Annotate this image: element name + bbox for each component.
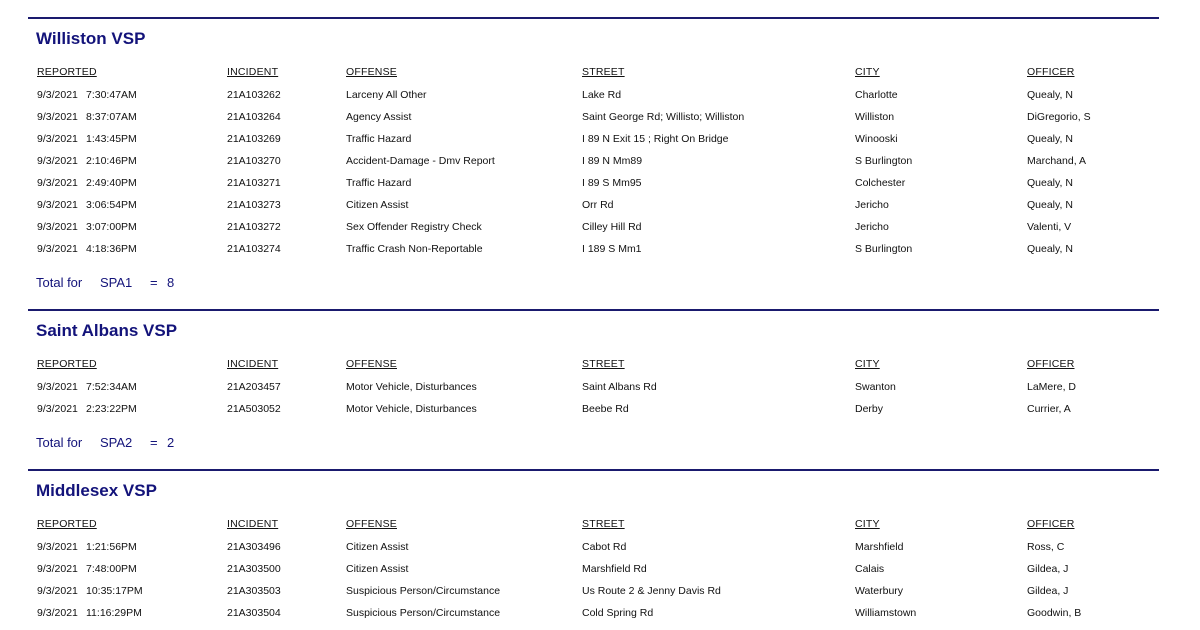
cell-city: Derby: [855, 403, 884, 415]
cell-incident: 21A303496: [227, 541, 281, 553]
column-header-offense: OFFENSE: [346, 358, 397, 370]
column-header-offense: OFFENSE: [346, 518, 397, 530]
cell-officer: Quealy, N: [1027, 133, 1073, 145]
cell-reported-time: 7:30:47AM: [86, 89, 137, 101]
cell-officer: Valenti, V: [1027, 221, 1072, 233]
cell-street: Saint George Rd; Willisto; Williston: [582, 111, 745, 123]
total-count: 8: [167, 275, 175, 290]
cell-street: Us Route 2 & Jenny Davis Rd: [582, 585, 721, 597]
cell-reported-time: 11:16:29PM: [86, 607, 142, 619]
column-header-city: CITY: [855, 518, 880, 530]
cell-reported-time: 3:06:54PM: [86, 199, 137, 211]
cell-offense: Traffic Hazard: [346, 177, 412, 189]
cell-incident: 21A103269: [227, 133, 281, 145]
column-header-reported: REPORTED: [37, 358, 97, 370]
total-equals: =: [150, 435, 158, 450]
cell-reported-time: 10:35:17PM: [86, 585, 143, 597]
cell-reported-time: 7:52:34AM: [86, 381, 137, 393]
cell-reported-date: 9/3/2021: [37, 607, 78, 619]
column-header-incident: INCIDENT: [227, 358, 279, 370]
cell-incident: 21A103262: [227, 89, 281, 101]
cell-officer: Marchand, A: [1027, 155, 1086, 167]
cell-city: Marshfield: [855, 541, 904, 553]
cell-reported-date: 9/3/2021: [37, 243, 78, 255]
column-header-city: CITY: [855, 358, 880, 370]
cell-city: Winooski: [855, 133, 898, 145]
cell-incident: 21A103273: [227, 199, 281, 211]
cell-reported-time: 1:21:56PM: [86, 541, 137, 553]
cell-reported-date: 9/3/2021: [37, 403, 78, 415]
cell-reported-time: 8:37:07AM: [86, 111, 137, 123]
cell-incident: 21A103270: [227, 155, 281, 167]
column-header-incident: INCIDENT: [227, 66, 279, 78]
section-title: Middlesex VSP: [36, 481, 157, 500]
cell-offense: Motor Vehicle, Disturbances: [346, 403, 477, 415]
column-header-street: STREET: [582, 518, 625, 530]
cell-officer: Quealy, N: [1027, 177, 1073, 189]
cell-officer: DiGregorio, S: [1027, 111, 1091, 123]
cell-incident: 21A103264: [227, 111, 281, 123]
cell-street: I 89 N Mm89: [582, 155, 643, 167]
column-header-officer: OFFICER: [1027, 66, 1075, 78]
cell-street: Marshfield Rd: [582, 563, 647, 575]
cell-reported-date: 9/3/2021: [37, 381, 78, 393]
cell-incident: 21A503052: [227, 403, 281, 415]
section-divider: [28, 17, 1159, 19]
cell-reported-date: 9/3/2021: [37, 563, 78, 575]
column-header-incident: INCIDENT: [227, 518, 279, 530]
cell-city: Jericho: [855, 199, 889, 211]
cell-reported-date: 9/3/2021: [37, 199, 78, 211]
cell-officer: Goodwin, B: [1027, 607, 1082, 619]
cell-street: Beebe Rd: [582, 403, 629, 415]
cell-street: Cabot Rd: [582, 541, 627, 553]
cell-offense: Citizen Assist: [346, 199, 409, 211]
cell-reported-date: 9/3/2021: [37, 155, 78, 167]
cell-street: I 89 N Exit 15 ; Right On Bridge: [582, 133, 729, 145]
section-divider: [28, 469, 1159, 471]
cell-officer: Gildea, J: [1027, 563, 1069, 575]
total-label: Total for: [36, 275, 83, 290]
cell-reported-time: 2:49:40PM: [86, 177, 137, 189]
cell-officer: LaMere, D: [1027, 381, 1077, 393]
column-header-street: STREET: [582, 358, 625, 370]
cell-incident: 21A303503: [227, 585, 281, 597]
cell-officer: Quealy, N: [1027, 89, 1073, 101]
cell-officer: Quealy, N: [1027, 243, 1073, 255]
cell-city: Waterbury: [855, 585, 904, 597]
cell-street: Cold Spring Rd: [582, 607, 654, 619]
column-header-officer: OFFICER: [1027, 518, 1075, 530]
cell-reported-date: 9/3/2021: [37, 541, 78, 553]
cell-street: Lake Rd: [582, 89, 622, 101]
cell-city: S Burlington: [855, 155, 913, 167]
cell-offense: Larceny All Other: [346, 89, 427, 101]
column-header-reported: REPORTED: [37, 518, 97, 530]
cell-street: Orr Rd: [582, 199, 614, 211]
cell-reported-time: 1:43:45PM: [86, 133, 137, 145]
cell-city: Williston: [855, 111, 895, 123]
cell-city: Charlotte: [855, 89, 898, 101]
cell-incident: 21A103271: [227, 177, 281, 189]
cell-street: Cilley Hill Rd: [582, 221, 642, 233]
cell-city: Colchester: [855, 177, 906, 189]
cell-reported-date: 9/3/2021: [37, 221, 78, 233]
total-code: SPA2: [100, 435, 133, 450]
cell-offense: Agency Assist: [346, 111, 412, 123]
total-count: 2: [167, 435, 175, 450]
cell-offense: Citizen Assist: [346, 541, 409, 553]
cell-street: I 189 S Mm1: [582, 243, 642, 255]
cell-city: Williamstown: [855, 607, 917, 619]
cell-officer: Currier, A: [1027, 403, 1071, 415]
cell-city: Swanton: [855, 381, 896, 393]
cell-offense: Suspicious Person/Circumstance: [346, 607, 501, 619]
cell-reported-time: 7:48:00PM: [86, 563, 137, 575]
column-header-officer: OFFICER: [1027, 358, 1075, 370]
cell-incident: 21A103272: [227, 221, 281, 233]
cell-city: S Burlington: [855, 243, 913, 255]
column-header-city: CITY: [855, 66, 880, 78]
cell-offense: Traffic Crash Non-Reportable: [346, 243, 483, 255]
cell-incident: 21A303500: [227, 563, 281, 575]
column-header-reported: REPORTED: [37, 66, 97, 78]
cell-street: Saint Albans Rd: [582, 381, 657, 393]
cell-reported-time: 3:07:00PM: [86, 221, 137, 233]
cell-reported-date: 9/3/2021: [37, 133, 78, 145]
total-code: SPA1: [100, 275, 133, 290]
cell-offense: Citizen Assist: [346, 563, 409, 575]
cell-officer: Gildea, J: [1027, 585, 1069, 597]
column-header-offense: OFFENSE: [346, 66, 397, 78]
section-title: Saint Albans VSP: [36, 321, 178, 340]
cell-reported-time: 2:23:22PM: [86, 403, 137, 415]
cell-offense: Traffic Hazard: [346, 133, 412, 145]
cell-reported-date: 9/3/2021: [37, 111, 78, 123]
cell-officer: Ross, C: [1027, 541, 1065, 553]
cell-reported-date: 9/3/2021: [37, 585, 78, 597]
cell-offense: Sex Offender Registry Check: [346, 221, 482, 233]
column-header-street: STREET: [582, 66, 625, 78]
cell-reported-date: 9/3/2021: [37, 177, 78, 189]
cell-city: Calais: [855, 563, 885, 575]
cell-city: Jericho: [855, 221, 889, 233]
cell-reported-time: 4:18:36PM: [86, 243, 137, 255]
cell-reported-date: 9/3/2021: [37, 89, 78, 101]
cell-incident: 21A103274: [227, 243, 281, 255]
cell-officer: Quealy, N: [1027, 199, 1073, 211]
cell-street: I 89 S Mm95: [582, 177, 642, 189]
cell-offense: Suspicious Person/Circumstance: [346, 585, 501, 597]
section-title: Williston VSP: [36, 29, 146, 48]
cell-offense: Accident-Damage - Dmv Report: [346, 155, 495, 167]
cell-incident: 21A203457: [227, 381, 281, 393]
cell-offense: Motor Vehicle, Disturbances: [346, 381, 477, 393]
cell-reported-time: 2:10:46PM: [86, 155, 137, 167]
total-label: Total for: [36, 435, 83, 450]
total-equals: =: [150, 275, 158, 290]
section-divider: [28, 309, 1159, 311]
cell-incident: 21A303504: [227, 607, 281, 619]
